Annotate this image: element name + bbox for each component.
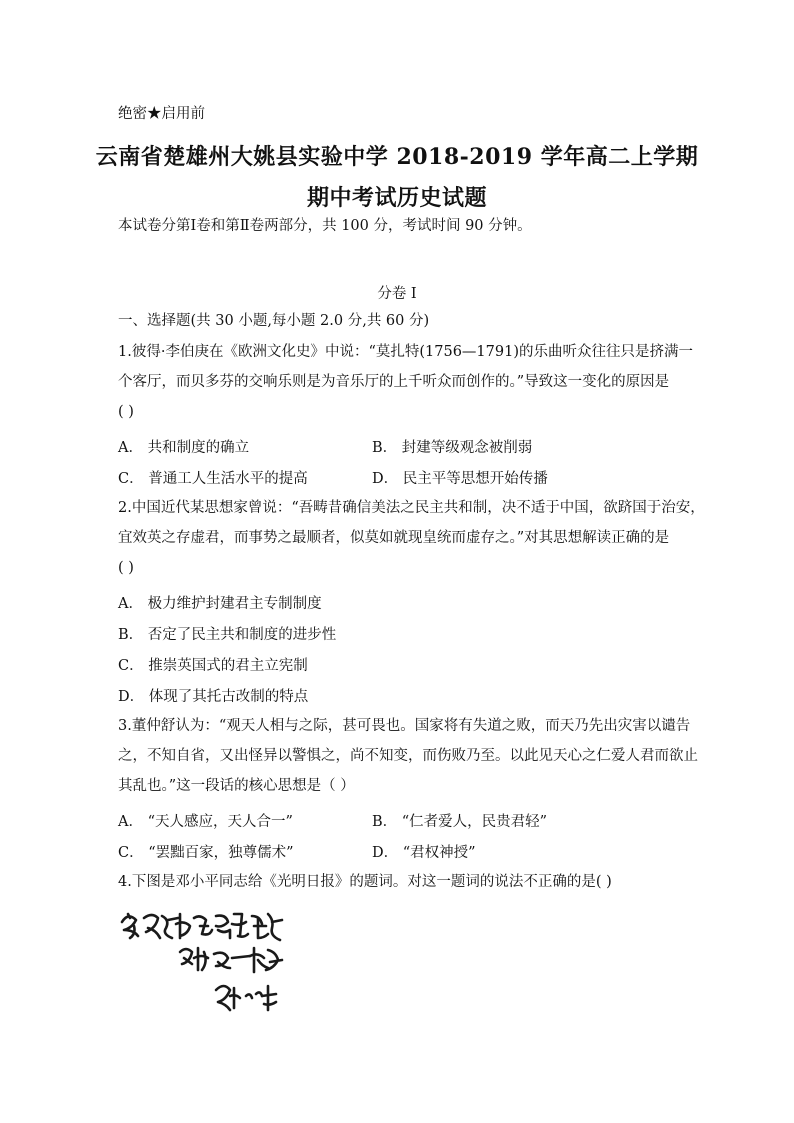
exam-instructions: 本试卷分第Ⅰ卷和第Ⅱ卷两部分，共 100 分，考试时间 90 分钟。 (118, 218, 532, 234)
question-3-line-1: 3.董仲舒认为：“观天人相与之际，甚可畏也。国家将有失道之败，而天乃先出灾害以谴告 (118, 718, 691, 734)
question-3-option-b[interactable]: B． “仁者爱人，民贵君轻” (372, 814, 548, 830)
question-1-option-d[interactable]: D． 民主平等思想开始传播 (372, 471, 548, 487)
question-1-option-b[interactable]: B． 封建等级观念被削弱 (372, 440, 533, 456)
part-heading: 一、选择题(共 30 小题,每小题 2.0 分,共 60 分) (118, 313, 430, 329)
question-1-option-a[interactable]: A． 共和制度的确立 (118, 440, 250, 456)
question-2-option-c[interactable]: C． 推崇英国式的君主立宪制 (118, 658, 308, 674)
question-1-answer-blank: ( ) (118, 404, 134, 420)
question-2-option-a[interactable]: A． 极力维护封建君主专制制度 (118, 596, 322, 612)
question-2-line-1: 2.中国近代某思想家曾说：“吾畴昔确信美法之民主共和制，决不适于中国，欲跻国于治安， (118, 500, 705, 516)
question-1-line-1: 1.彼得·李伯庚在《欧洲文化史》中说：“莫扎特(1756—1791)的乐曲听众往往只是挤满一 (118, 344, 693, 360)
question-2-option-b[interactable]: B． 否定了民主共和制度的进步性 (118, 627, 337, 643)
confidential-mark: 绝密★启用前 (118, 106, 205, 122)
question-3-option-c[interactable]: C． “罢黜百家，独尊儒术” (118, 845, 294, 861)
question-3-option-d[interactable]: D． “君权神授” (372, 845, 476, 861)
question-2-line-2: 宜效英之存虚君，而事势之最顺者，似莫如就现皇统而虚存之。”对其思想解读正确的是 (118, 530, 670, 546)
question-3-line-2: 之，不知自省，又出怪异以警惧之，尚不知变，而伤败乃至。以此见天心之仁爱人君而欲止 (118, 748, 698, 764)
question-1-line-2: 个客厅，而贝多芬的交响乐则是为音乐厅的上千听众而创作的。”导致这一变化的原因是 (118, 374, 670, 390)
exam-title-line-1: 云南省楚雄州大姚县实验中学 2018-2019 学年高二上学期 (95, 144, 699, 170)
volume-heading: 分卷 I (377, 286, 417, 302)
question-1-option-c[interactable]: C． 普通工人生活水平的提高 (118, 471, 308, 487)
question-3-line-3: 其乱也。”这一段话的核心思想是（ ） (118, 778, 355, 794)
question-4-line-1: 4.下图是邓小平同志给《光明日报》的题词。对这一题词的说法不正确的是( ) (118, 874, 612, 890)
exam-title-line-2: 期中考试历史试题 (306, 185, 487, 211)
question-3-option-a[interactable]: A． “天人感应，天人合一” (118, 814, 293, 830)
calligraphy-inscription-image (118, 900, 288, 1020)
question-2-answer-blank: ( ) (118, 560, 134, 576)
question-2-option-d[interactable]: D． 体现了其托古改制的特点 (118, 689, 309, 705)
